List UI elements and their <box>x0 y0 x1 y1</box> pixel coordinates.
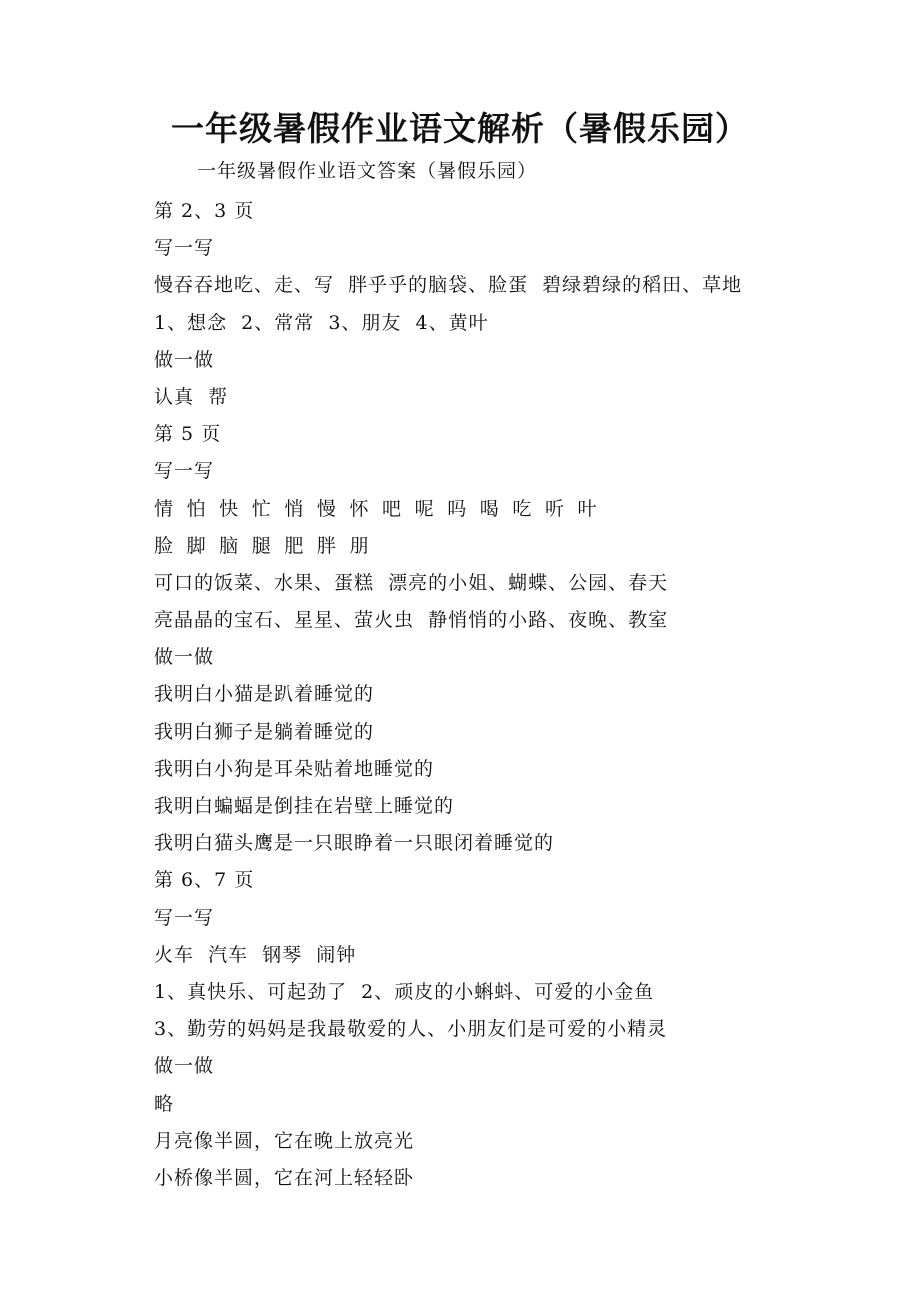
answer-line: 亮晶晶的宝石、星星、萤火虫 静悄悄的小路、夜晚、教室 <box>154 609 669 632</box>
document-subtitle: 一年级暑假作业语文答案（暑假乐园） <box>197 160 538 182</box>
answer-line: 情 怕 快 忙 悄 慢 怀 吧 呢 吗 喝 吃 听 叶 <box>154 497 598 520</box>
exercise-heading-write: 写一写 <box>154 906 215 929</box>
exercise-heading-write: 写一写 <box>154 237 215 260</box>
answer-line: 我明白猫头鹰是一只眼睁着一只眼闭着睡觉的 <box>154 832 555 855</box>
exercise-heading-do: 做一做 <box>154 1055 215 1078</box>
answer-line: 1、想念 2、常常 3、朋友 4、黄叶 <box>154 311 489 334</box>
answer-line: 脸 脚 脑 腿 肥 胖 朋 <box>154 534 369 557</box>
document-title: 一年级暑假作业语文解析（暑假乐园） <box>171 109 749 148</box>
answer-line: 我明白狮子是躺着睡觉的 <box>154 720 375 743</box>
answer-line: 火车 汽车 钢琴 闹钟 <box>154 943 357 966</box>
answer-line: 月亮像半圆，它在晚上放亮光 <box>154 1129 415 1152</box>
answer-lines <box>154 193 742 1197</box>
answer-line: 慢吞吞地吃、走、写 胖乎乎的脑袋、脸蛋 碧绿碧绿的稻田、草地 <box>154 274 743 297</box>
section-heading-page-2-3: 第 2、3 页 <box>154 200 255 222</box>
section-heading-page-5: 第 5 页 <box>154 423 222 446</box>
answer-line: 我明白小狗是耳朵贴着地睡觉的 <box>154 757 435 780</box>
exercise-heading-do: 做一做 <box>154 348 215 371</box>
answer-line: 我明白蝙蝠是倒挂在岩壁上睡觉的 <box>154 795 455 817</box>
exercise-heading-write: 写一写 <box>154 460 215 483</box>
answer-line: 认真 帮 <box>154 385 229 408</box>
section-heading-page-6-7: 第 6、7 页 <box>154 869 255 892</box>
answer-line: 小桥像半圆，它在河上轻轻卧 <box>154 1166 415 1189</box>
answer-line: 略 <box>154 1092 175 1115</box>
answer-line: 可口的饭菜、水果、蛋糕 漂亮的小姐、蝴蝶、公园、春天 <box>154 571 669 594</box>
answer-line: 1、真快乐、可起劲了 2、顽皮的小蝌蚪、可爱的小金鱼 <box>154 980 655 1003</box>
exercise-heading-do: 做一做 <box>154 646 215 669</box>
answer-line: 3、勤劳的妈妈是我最敬爱的人、小朋友们是可爱的小精灵 <box>154 1018 668 1041</box>
answer-line: 我明白小猫是趴着睡觉的 <box>154 683 375 706</box>
